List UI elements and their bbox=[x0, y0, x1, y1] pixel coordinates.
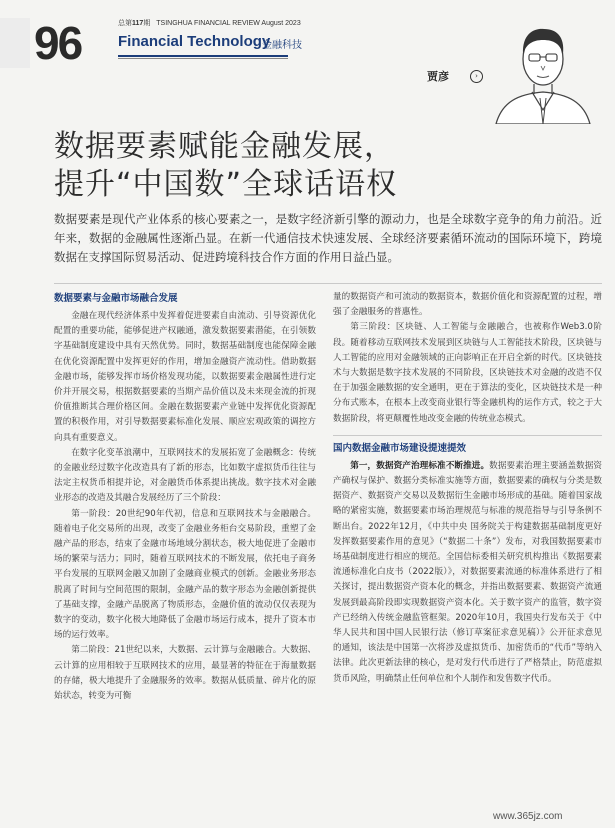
author-portrait bbox=[488, 14, 598, 124]
author-name: 贾彦 bbox=[427, 70, 449, 83]
section-title-en: Financial Technology bbox=[118, 33, 271, 50]
chevron-right-circle-icon[interactable]: › bbox=[470, 70, 483, 83]
journal-name: TSINGHUA FINANCIAL REVIEW August 2023 bbox=[156, 20, 301, 27]
body-paragraph: 第三阶段：区块链、人工智能与金融融合，也被称作Web3.0阶段。随着移动互联网技术发展到区块链与人工智能技术阶段，区块链与人工智能的应用对金融领域的正向影响正在开启全新的时代。区块链技术与大数据是数字技术发展的不同阶段，区块链技术对金融的改造不仅在于加强金融数据的安全通明，更在于算法的变化，区块链技术是一种分布式账本，在根本上改变商业银行等金融机构的运作方式，较之于大数据阶段，将更颠覆性地改变金融的传统业态模式。 bbox=[333, 322, 602, 424]
lead-paragraph: 数据要素是现代产业体系的核心要素之一，是数字经济新引擎的源动力，也是全球数字竞争的角力前沿。近年来，数据的金融属性逐渐凸显。在新一代通信技术快速发展、全球经济要素循环流动的国际环境下，跨境数据在支撑国际贸易活动、促进跨境科技合作方面的作用日益凸显。 bbox=[54, 212, 602, 264]
left-column bbox=[54, 290, 316, 704]
section-heading-2: 国内数据金融市场建设提速提效 bbox=[333, 435, 602, 457]
paragraph-lead-bold: 第一，数据资产治理标准不断推进。 bbox=[350, 460, 490, 471]
page-number: 96 bbox=[34, 17, 82, 69]
body-paragraph: 在数字化变革浪潮中，互联网技术的发展拓宽了金融概念：传统的金融业经过数字化改造具有了新的形态，比如数字虚拟货币往往与法定主权货币相提并论，对金融货币体系提出挑战。数字技术对金融业形态的改造及其融合发展经历了三个阶段： bbox=[54, 447, 316, 504]
section-title-cn: 金融科技 bbox=[262, 40, 302, 51]
issue-number: 117 bbox=[132, 20, 144, 27]
article-title bbox=[54, 128, 397, 204]
issue-suffix: 期 bbox=[143, 20, 151, 27]
header-strip bbox=[0, 18, 30, 68]
issue-prefix: 总第 bbox=[118, 20, 132, 27]
issue-line bbox=[118, 18, 301, 28]
body-paragraph-continued: 量的数据资产和可流动的数据资本，数据价值化和资源配置的过程，增强了金融服务的普惠性。 bbox=[333, 292, 602, 318]
body-paragraph bbox=[333, 459, 602, 687]
body-paragraph: 第二阶段：21世纪以来，大数据、云计算与金融融合。大数据、云计算的应用相较于互联网技术的应用，最显著的特征在于海量数据的存储，极大地提升了金融服务的效率。数据从低质量、碎片化的原始状态，转变为可衡 bbox=[54, 645, 316, 702]
body-paragraph: 金融在现代经济体系中发挥着促进要素自由流动、引导资源优化配置的重要功能，能够促进产权融通，激发数据要素潜能，在引领数字基础制度建设中具有天然优势。同时，数据基础制度也能保障金融在优化资源配置中发挥更好的作用，增加金融资产流动性。借助数据金融市场，能够发挥市场价格发现功能，以数据要素金融属性进行定价并开展交易，根据数据要素的当期产品价值以及未来现金流的折现价值推断其合理价格区间。金融在数据要素产业链中发挥优化资源配置的积极作用，对引导数据要素标准化发展、顺应宏观政策的调控方向具有重要意义。 bbox=[54, 311, 316, 443]
header-rule-thin bbox=[118, 58, 288, 59]
body-paragraph: 第一阶段：20世纪90年代初，信息和互联网技术与金融融合。随着电子化交易所的出现，改变了金融业务柜台交易阶段，重塑了金融产品的形态，结束了金融市场地域分割状态，极大地促进了金融市场的繁荣与活力；同时，随着互联网技术的不断发展，依托电子商务平台发展的互联网金融又加剧了金融商业模式的创新。金融业务形态脱离了时间与空间范围的限制，金融产品的数字形态为金融创新提供了基础支撑，金融产品脱离了物质形态，金融价值的流动仅仅表现为数字的变动，数字化极大地降低了金融市场运行成本，提升了资本市场的运行效率。 bbox=[54, 508, 316, 641]
title-line-1: 数据要素赋能金融发展， bbox=[54, 129, 395, 164]
paragraph-text: 数据要素治理主要涵盖数据资产确权与保护、数据分类标准实施等方面，数据要素的确权与分类是数据资产、数据资产交易以及数据衍生金融市场形成的基础。随着国家战略的紧密实施，数据要素市场治理规范与标准的规范指导与引导条例不断出台。2022年12月，《中共中央 国务院关于构建数据基础制度更好发挥数据要素作用的意见》（“数据二十条”）发布，对我国数据要素市场基础制度进行相应的规范。全国信标委相关研究机构推出《数据要素流通标准化白皮书（2022版）》，对数据要素流通的标准体系进行了相关探讨，提出数据资产资本化的概念，并指出数据要素、数据资产流通发展到最高阶段即实现数据资产资本化。关于数字资产的监管，数字资产已经纳入传统金融监管框架。2020年10月，我国央行发布关于《中华人民共和国中国人民银行法（修订草案征求意见稿）》公开征求意见的通知，该法是中国第一次将涉及虚拟货币、加密货币的“代币”等纳入法律。此次更新法律的核心，是对发行代币进行了严格禁止，防范虚拟货币风险，明确禁止任何单位和个人制作和发售数字代币。 bbox=[333, 460, 602, 684]
title-line-2: 提升“中国数”全球话语权 bbox=[54, 167, 398, 202]
header-rule bbox=[118, 55, 288, 57]
right-column bbox=[333, 290, 602, 687]
watermark: www.365jz.com bbox=[493, 811, 563, 822]
section-heading-1: 数据要素与金融市场融合发展 bbox=[54, 293, 178, 304]
divider bbox=[54, 283, 602, 284]
